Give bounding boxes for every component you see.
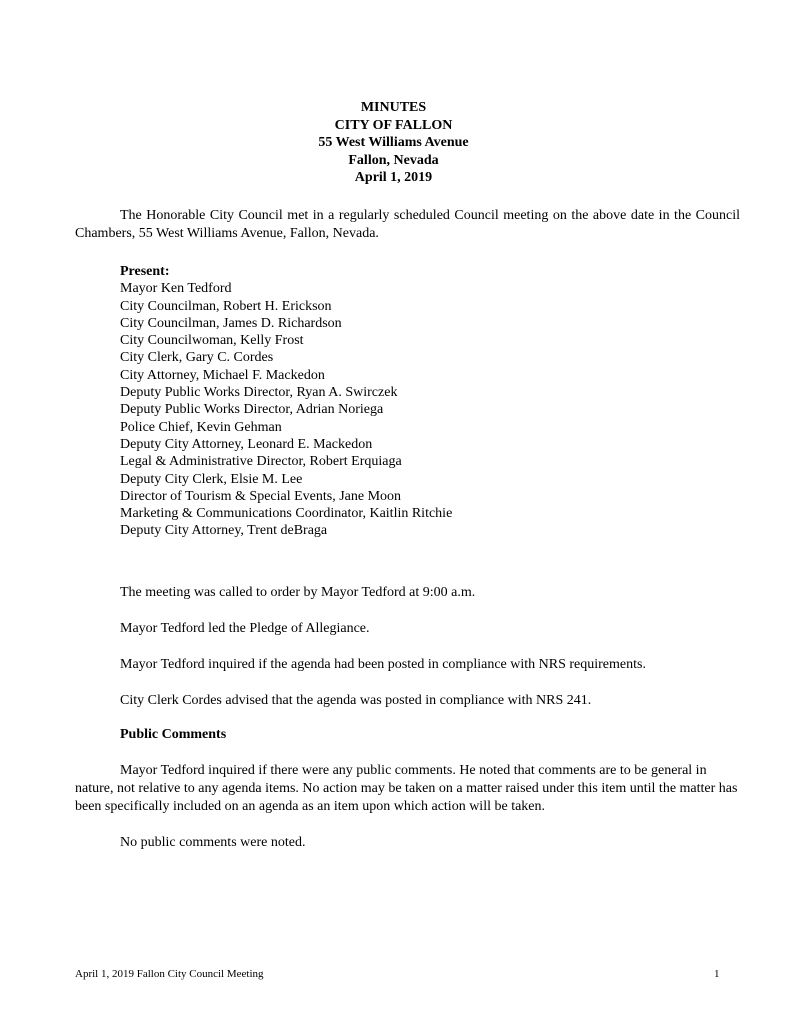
agenda-inquiry: Mayor Tedford inquired if the agenda had been posted in compliance with NRS requirements. (120, 657, 646, 672)
attendance-list (120, 263, 720, 540)
attendee-item: City Councilman, James D. Richardson (120, 315, 342, 331)
attendee-item: Deputy City Attorney, Trent deBraga (120, 523, 328, 539)
attendee-item: Marketing & Communications Coordinator, Kaitlin Ritchie (120, 506, 453, 522)
attendee-item: Deputy Public Works Director, Adrian Noriega (120, 402, 384, 418)
attendee-item: Deputy City Attorney, Leonard E. Mackedon (120, 436, 373, 452)
attendee-item: Mayor Ken Tedford (120, 281, 232, 297)
attendee-item: Deputy City Clerk, Elsie M. Lee (120, 471, 303, 487)
public-comments-paragraph: Mayor Tedford inquired if there were any public comments. He noted that comments are to be general in nature, not relative to any agenda items. No action may be taken on a matter raised under this item until the matter has been specifically included on an agenda as an item upon which action will be taken. (75, 763, 738, 814)
attendee-item: City Councilwoman, Kelly Frost (120, 333, 304, 349)
public-comments-heading: Public Comments (120, 727, 227, 742)
attendee-item: Director of Tourism & Special Events, Jane Moon (120, 488, 402, 504)
intro-paragraph: The Honorable City Council met in a regularly scheduled Council meeting on the above date in the Council Chambers, 55 West Williams Avenue, Fallon, Nevada. (75, 208, 740, 241)
no-comments-statement: No public comments were noted. (120, 835, 306, 850)
pledge-statement: Mayor Tedford led the Pledge of Allegiance. (120, 621, 370, 636)
present-heading: Present: (120, 264, 170, 279)
document-header (0, 99, 787, 187)
attendee-item: City Attorney, Michael F. Mackedon (120, 367, 325, 383)
attendee-item: City Councilman, Robert H. Erickson (120, 298, 332, 314)
city-address: 55 West Williams Avenue (318, 135, 469, 150)
attendee-item: Legal & Administrative Director, Robert Erquiaga (120, 454, 402, 470)
footer-meeting-label: April 1, 2019 Fallon City Council Meeting (75, 968, 264, 980)
city-location: Fallon, Nevada (348, 152, 439, 168)
page-number: 1 (714, 968, 720, 980)
attendee-item: Police Chief, Kevin Gehman (120, 419, 282, 435)
city-name: CITY OF FALLON (334, 117, 453, 133)
agenda-response: City Clerk Cordes advised that the agenda was posted in compliance with NRS 241. (120, 693, 592, 708)
meeting-date: April 1, 2019 (354, 170, 433, 185)
attendee-item: Deputy Public Works Director, Ryan A. Swirczek (120, 385, 398, 401)
document-title: MINUTES (360, 100, 427, 115)
call-to-order: The meeting was called to order by Mayor Tedford at 9:00 a.m. (120, 585, 476, 600)
attendee-item: City Clerk, Gary C. Cordes (120, 350, 274, 366)
